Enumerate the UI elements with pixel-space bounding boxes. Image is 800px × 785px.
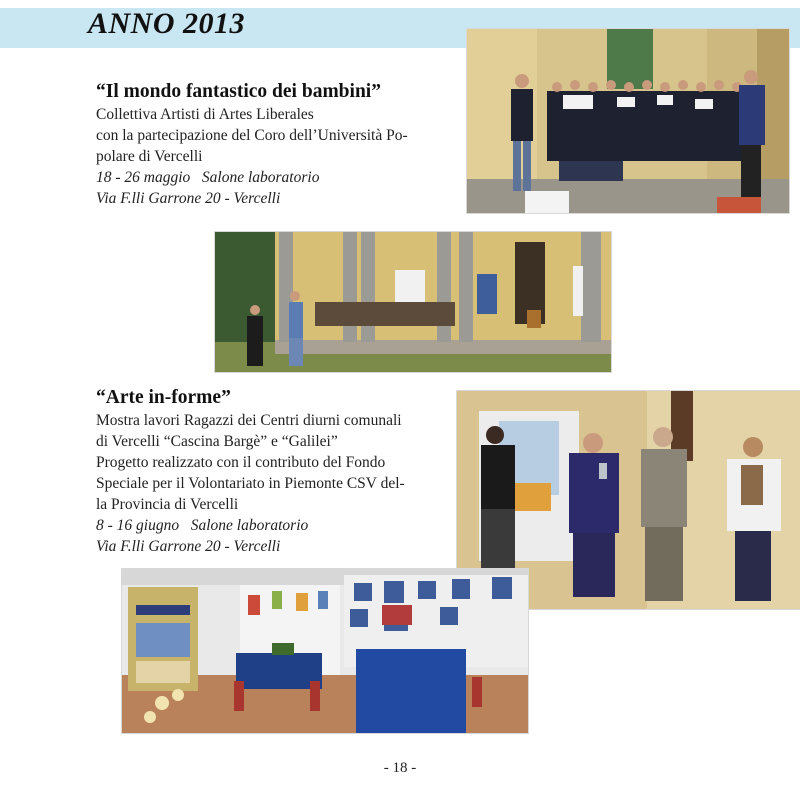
event-1-line-3: polare di Vercelli [96, 148, 203, 165]
event-1-date-venue: 18 - 26 maggio Salone laboratorio [96, 169, 320, 186]
event-2-line-5: la Provincia di Vercelli [96, 496, 239, 513]
event-2-line-2: di Vercelli “Cascina Bargè” e “Galilei” [96, 433, 338, 450]
event-1-line-2: con la partecipazione del Coro dell’Università Po- [96, 127, 408, 144]
event-2-address: Via F.lli Garrone 20 - Vercelli [96, 538, 281, 555]
photo-courtyard [214, 231, 612, 373]
event-2-line-4: Speciale per il Volontariato in Piemonte CSV del- [96, 475, 405, 492]
event-2 [96, 386, 446, 557]
event-1-address: Via F.lli Garrone 20 - Vercelli [96, 190, 281, 207]
event-1-title: “Il mondo fantastico dei bambini” [96, 81, 381, 102]
event-2-line-3: Progetto realizzato con il contributo del Fondo [96, 454, 386, 471]
page-title: ANNO 2013 [88, 7, 246, 40]
event-2-date-venue: 8 - 16 giugno Salone laboratorio [96, 517, 309, 534]
event-1-line-1: Collettiva Artisti di Artes Liberales [96, 106, 314, 123]
event-2-line-1: Mostra lavori Ragazzi dei Centri diurni comunali [96, 412, 402, 429]
event-1 [96, 80, 446, 209]
page-number: - 18 - [383, 760, 417, 776]
photo-exhibition-room [121, 568, 529, 734]
event-2-title: “Arte in-forme” [96, 387, 231, 408]
photo-choir [466, 28, 790, 214]
